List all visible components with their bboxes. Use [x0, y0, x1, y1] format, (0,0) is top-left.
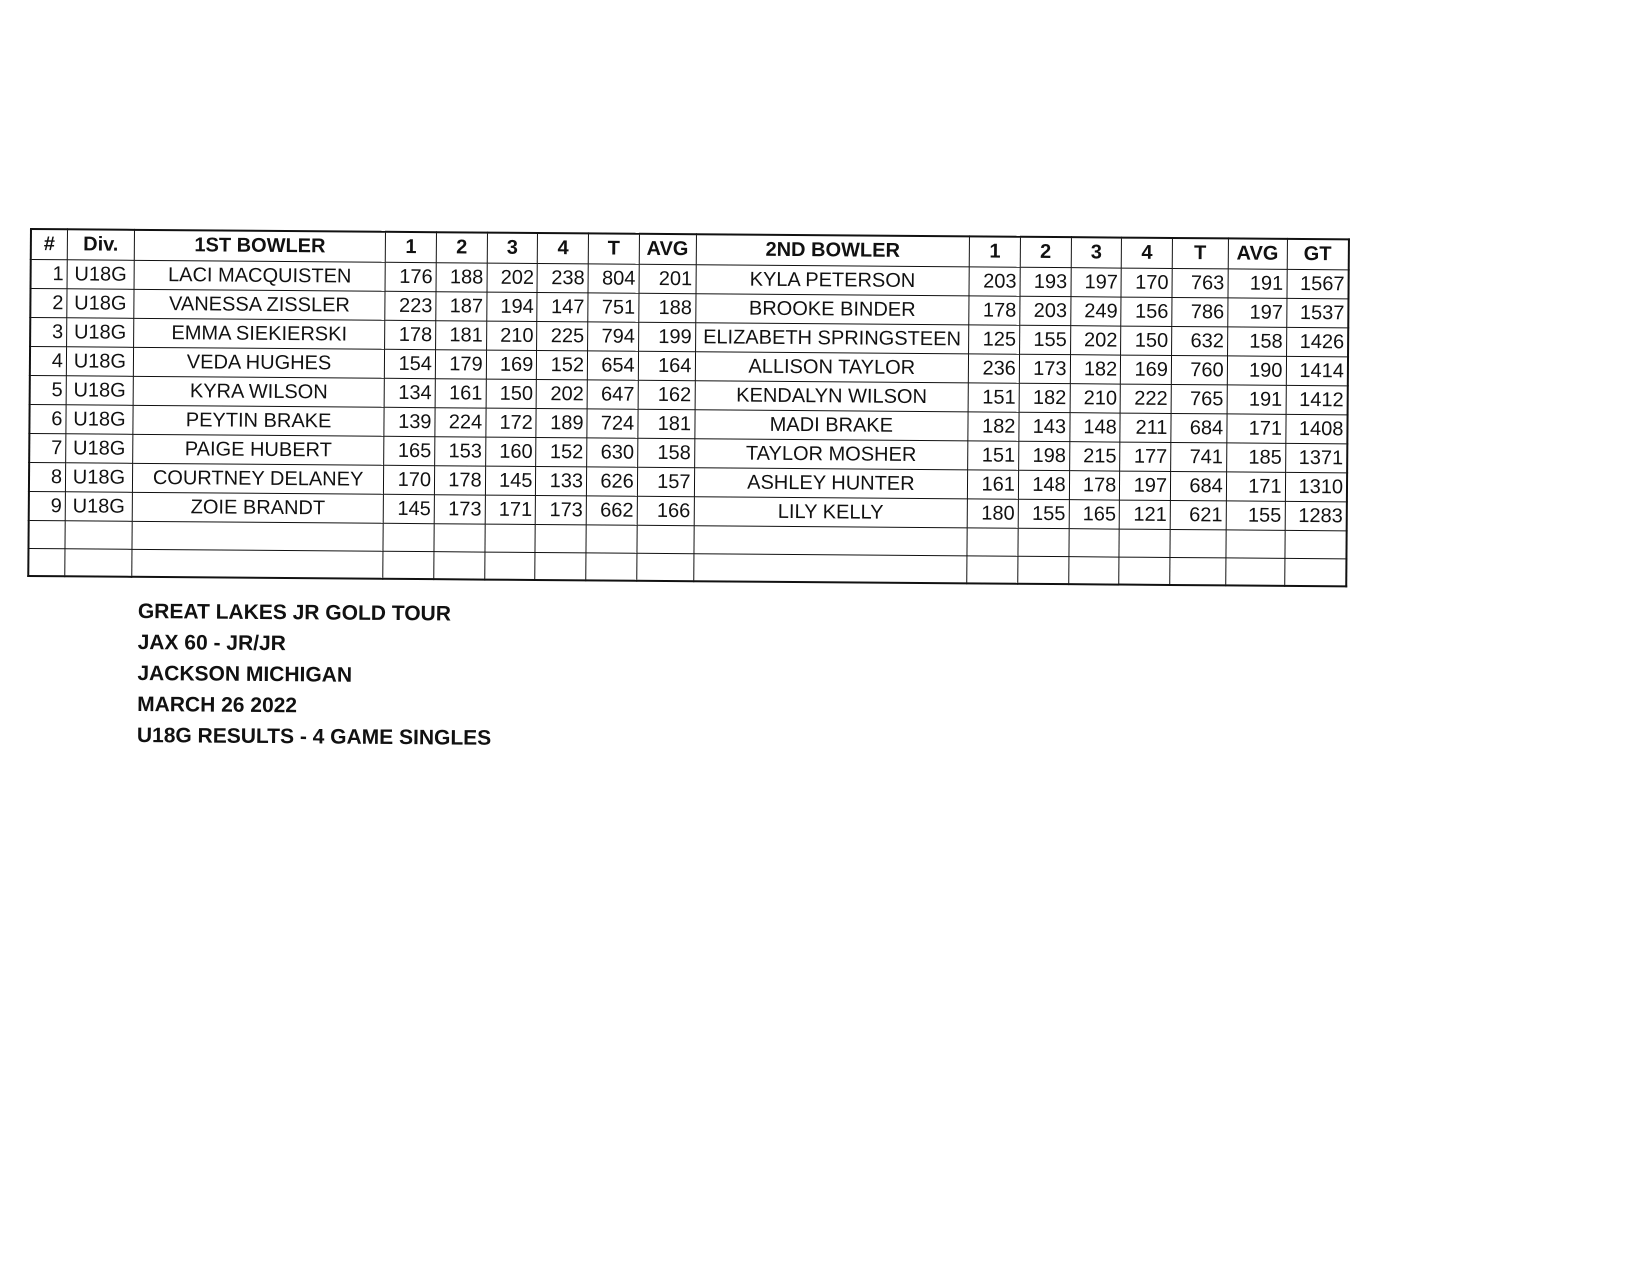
- first-game-4: 238: [537, 263, 588, 292]
- second-game-3: 182: [1070, 354, 1121, 383]
- rank-cell: 3: [30, 317, 67, 346]
- first-total: 751: [588, 292, 639, 321]
- first-total: 654: [587, 350, 638, 379]
- results-table-wrapper: [27, 228, 1350, 587]
- first-average: 162: [638, 380, 695, 409]
- second-game-3: 210: [1070, 383, 1121, 412]
- second-game-1: 182: [968, 411, 1019, 440]
- first-bowler-name: VEDA HUGHES: [133, 347, 385, 378]
- first-average: 181: [638, 409, 695, 438]
- rank-cell: 9: [29, 491, 66, 520]
- results-table: [27, 228, 1350, 587]
- first-total: 662: [586, 495, 637, 524]
- second-game-4: [1119, 557, 1170, 585]
- second-game-1: 125: [969, 324, 1020, 353]
- division-cell: U18G: [66, 433, 133, 463]
- grand-total: 1408: [1285, 414, 1347, 443]
- grand-total: [1284, 558, 1346, 586]
- second-game-4: [1119, 529, 1170, 557]
- first-total: 647: [587, 379, 638, 408]
- first-game-1: [383, 523, 434, 551]
- first-average: 157: [637, 467, 694, 496]
- caption-location: JACKSON MICHIGAN: [137, 661, 353, 687]
- first-game-3: 202: [487, 263, 538, 292]
- first-average: 188: [639, 293, 696, 322]
- second-game-2: 155: [1019, 325, 1070, 354]
- second-bowler-name: ASHLEY HUNTER: [694, 467, 968, 498]
- second-game-4: 170: [1121, 268, 1172, 297]
- first-game-2: 187: [436, 291, 487, 320]
- second-average: [1225, 557, 1284, 585]
- second-bowler-name: KYLA PETERSON: [696, 264, 970, 295]
- second-bowler-name: LILY KELLY: [694, 496, 968, 527]
- header-first-total: T: [588, 233, 639, 263]
- header-division: Div.: [67, 229, 134, 260]
- first-game-3: 172: [486, 408, 537, 437]
- rank-cell: 8: [29, 462, 66, 491]
- header-second-bowler: 2ND BOWLER: [696, 234, 970, 266]
- second-game-2: 155: [1018, 499, 1069, 528]
- first-bowler-name: PAIGE HUBERT: [133, 434, 385, 465]
- grand-total: 1426: [1286, 327, 1348, 356]
- second-average: 197: [1228, 297, 1287, 326]
- first-average: 158: [637, 438, 694, 467]
- first-game-4: 189: [536, 408, 587, 437]
- second-average: 155: [1226, 500, 1285, 529]
- header-first-game-3: 3: [487, 233, 538, 263]
- second-game-3: 148: [1069, 412, 1120, 441]
- caption-tour-name: GREAT LAKES JR GOLD TOUR: [137, 599, 452, 626]
- second-total: [1170, 529, 1226, 557]
- second-game-3: 197: [1071, 267, 1122, 296]
- rank-cell: [28, 548, 65, 576]
- division-cell: U18G: [67, 288, 134, 318]
- second-game-1: 178: [969, 295, 1020, 324]
- header-first-bowler: 1ST BOWLER: [134, 230, 386, 262]
- first-total: [586, 552, 637, 580]
- second-total: 763: [1172, 268, 1228, 297]
- second-game-3: [1068, 556, 1119, 584]
- second-average: 191: [1228, 268, 1287, 297]
- rank-cell: 1: [31, 259, 68, 288]
- second-game-4: 156: [1121, 297, 1172, 326]
- second-average: 171: [1227, 413, 1286, 442]
- second-game-3: 202: [1070, 325, 1121, 354]
- second-game-1: 236: [969, 353, 1020, 382]
- first-game-4: [535, 524, 586, 552]
- second-game-1: 151: [968, 382, 1019, 411]
- first-bowler-name: [132, 521, 384, 551]
- first-total: 794: [588, 321, 639, 350]
- first-bowler-name: PEYTIN BRAKE: [133, 405, 385, 436]
- grand-total: 1412: [1286, 385, 1348, 414]
- first-game-1: 134: [384, 378, 435, 407]
- first-game-1: 176: [385, 262, 436, 291]
- first-game-1: 170: [384, 465, 435, 494]
- second-game-1: 203: [969, 266, 1020, 295]
- header-rank: #: [31, 229, 68, 259]
- results-body: [28, 259, 1348, 586]
- first-game-4: 173: [536, 495, 587, 524]
- first-game-3: 194: [486, 292, 537, 321]
- header-first-game-1: 1: [386, 232, 437, 262]
- division-cell: U18G: [67, 259, 134, 289]
- second-bowler-name: [693, 525, 967, 555]
- second-total: 684: [1171, 413, 1227, 442]
- first-game-4: 225: [537, 321, 588, 350]
- second-bowler-name: ALLISON TAYLOR: [695, 351, 969, 382]
- second-total: [1170, 557, 1226, 585]
- first-game-1: 139: [384, 407, 435, 436]
- second-game-3: 178: [1069, 470, 1120, 499]
- first-average: 201: [639, 264, 696, 293]
- division-cell: U18G: [66, 346, 133, 376]
- second-game-1: 180: [967, 498, 1018, 527]
- first-average: 199: [638, 322, 695, 351]
- second-bowler-name: MADI BRAKE: [694, 409, 968, 440]
- first-game-4: 152: [536, 437, 587, 466]
- header-grand-total: GT: [1287, 239, 1349, 269]
- header-second-game-2: 2: [1020, 237, 1071, 267]
- division-cell: [65, 520, 132, 549]
- second-game-2: 148: [1018, 470, 1069, 499]
- division-cell: U18G: [67, 317, 134, 347]
- caption-results-title: U18G RESULTS - 4 GAME SINGLES: [136, 723, 492, 750]
- first-bowler-name: [132, 549, 384, 579]
- second-game-2: 193: [1020, 267, 1071, 296]
- second-game-1: [967, 555, 1018, 583]
- second-total: 684: [1170, 471, 1226, 500]
- second-bowler-name: BROOKE BINDER: [695, 293, 969, 324]
- grand-total: 1414: [1286, 356, 1348, 385]
- header-second-average: AVG: [1228, 238, 1287, 268]
- second-game-3: 165: [1069, 499, 1120, 528]
- header-first-game-2: 2: [436, 232, 487, 262]
- header-second-game-1: 1: [969, 236, 1020, 266]
- second-total: 760: [1171, 355, 1227, 384]
- event-captions: [137, 596, 493, 754]
- first-game-3: [484, 552, 535, 580]
- first-game-1: 145: [384, 494, 435, 523]
- second-average: 185: [1226, 442, 1285, 471]
- second-game-4: 211: [1120, 413, 1171, 442]
- second-total: 632: [1172, 326, 1228, 355]
- first-game-2: 173: [434, 494, 485, 523]
- first-bowler-name: KYRA WILSON: [133, 376, 385, 407]
- second-game-4: 177: [1120, 442, 1171, 471]
- division-cell: [65, 548, 132, 577]
- second-total: 765: [1171, 384, 1227, 413]
- second-game-2: [1018, 556, 1069, 584]
- first-total: 626: [586, 466, 637, 495]
- first-game-4: 147: [537, 292, 588, 321]
- second-game-3: 249: [1070, 296, 1121, 325]
- rank-cell: [28, 520, 65, 548]
- first-bowler-name: LACI MACQUISTEN: [134, 260, 386, 291]
- second-game-1: [967, 527, 1018, 555]
- header-second-game-3: 3: [1071, 237, 1122, 267]
- second-game-2: 143: [1019, 412, 1070, 441]
- second-game-4: 150: [1121, 326, 1172, 355]
- first-game-2: 188: [436, 262, 487, 291]
- header-first-average: AVG: [639, 234, 696, 264]
- second-game-2: 203: [1020, 296, 1071, 325]
- caption-date: MARCH 26 2022: [137, 692, 298, 718]
- first-game-2: 161: [435, 378, 486, 407]
- rank-cell: 6: [29, 404, 66, 433]
- second-bowler-name: KENDALYN WILSON: [695, 380, 969, 411]
- second-game-2: [1018, 528, 1069, 556]
- first-game-3: 171: [485, 495, 536, 524]
- division-cell: U18G: [65, 491, 132, 521]
- rank-cell: 7: [29, 433, 66, 462]
- second-bowler-name: ELIZABETH SPRINGSTEEN: [695, 322, 969, 353]
- second-total: 741: [1171, 442, 1227, 471]
- first-game-2: 153: [435, 436, 486, 465]
- first-game-3: 150: [486, 379, 537, 408]
- first-average: 164: [638, 351, 695, 380]
- first-game-1: 223: [385, 291, 436, 320]
- first-game-3: [485, 524, 536, 552]
- second-average: 191: [1227, 384, 1286, 413]
- grand-total: 1537: [1286, 298, 1348, 327]
- first-total: 804: [588, 263, 639, 292]
- first-game-1: 178: [385, 320, 436, 349]
- first-average: [636, 553, 693, 581]
- grand-total: 1371: [1285, 443, 1347, 472]
- second-game-1: 161: [968, 469, 1019, 498]
- rank-cell: 5: [30, 375, 67, 404]
- rank-cell: 4: [30, 346, 67, 375]
- first-game-2: [434, 551, 485, 579]
- first-game-4: 133: [536, 466, 587, 495]
- first-total: 724: [587, 408, 638, 437]
- first-game-2: 181: [436, 320, 487, 349]
- second-game-4: 121: [1119, 500, 1170, 529]
- first-total: [586, 524, 637, 552]
- division-cell: U18G: [66, 404, 133, 434]
- first-game-4: [535, 552, 586, 580]
- first-average: [637, 525, 694, 553]
- first-game-3: 169: [486, 350, 537, 379]
- first-game-3: 160: [485, 437, 536, 466]
- second-game-2: 173: [1019, 354, 1070, 383]
- grand-total: 1283: [1285, 501, 1347, 530]
- first-game-2: [434, 523, 485, 551]
- first-game-1: 154: [385, 349, 436, 378]
- second-total: 621: [1170, 500, 1226, 529]
- first-game-4: 202: [536, 379, 587, 408]
- first-bowler-name: ZOIE BRANDT: [132, 492, 384, 523]
- caption-event-name: JAX 60 - JR/JR: [137, 630, 286, 656]
- second-game-4: 197: [1120, 471, 1171, 500]
- first-game-2: 179: [435, 349, 486, 378]
- second-game-3: [1069, 528, 1120, 556]
- first-game-1: 165: [384, 436, 435, 465]
- header-second-game-4: 4: [1122, 238, 1173, 268]
- grand-total: 1567: [1287, 269, 1349, 298]
- first-average: 166: [637, 496, 694, 525]
- second-game-4: 222: [1120, 384, 1171, 413]
- division-cell: U18G: [65, 462, 132, 492]
- first-game-2: 178: [434, 465, 485, 494]
- first-game-3: 210: [486, 321, 537, 350]
- first-bowler-name: EMMA SIEKIERSKI: [133, 318, 385, 349]
- first-game-2: 224: [435, 407, 486, 436]
- second-game-3: 215: [1069, 441, 1120, 470]
- second-average: 158: [1227, 326, 1286, 355]
- second-bowler-name: [693, 553, 967, 583]
- second-game-2: 182: [1019, 383, 1070, 412]
- second-bowler-name: TAYLOR MOSHER: [694, 438, 968, 469]
- header-second-total: T: [1172, 238, 1228, 268]
- second-game-2: 198: [1019, 441, 1070, 470]
- first-game-3: 145: [485, 466, 536, 495]
- second-game-1: 151: [968, 440, 1019, 469]
- grand-total: 1310: [1285, 472, 1347, 501]
- first-game-4: 152: [537, 350, 588, 379]
- second-average: 171: [1226, 471, 1285, 500]
- grand-total: [1284, 530, 1346, 558]
- second-average: [1226, 529, 1285, 557]
- second-average: 190: [1227, 355, 1286, 384]
- header-first-game-4: 4: [538, 233, 589, 263]
- first-bowler-name: VANESSA ZISSLER: [134, 289, 386, 320]
- division-cell: U18G: [66, 375, 133, 405]
- first-game-1: [383, 551, 434, 579]
- second-total: 786: [1172, 297, 1228, 326]
- first-total: 630: [587, 437, 638, 466]
- rank-cell: 2: [30, 288, 67, 317]
- second-game-4: 169: [1121, 355, 1172, 384]
- first-bowler-name: COURTNEY DELANEY: [132, 463, 384, 494]
